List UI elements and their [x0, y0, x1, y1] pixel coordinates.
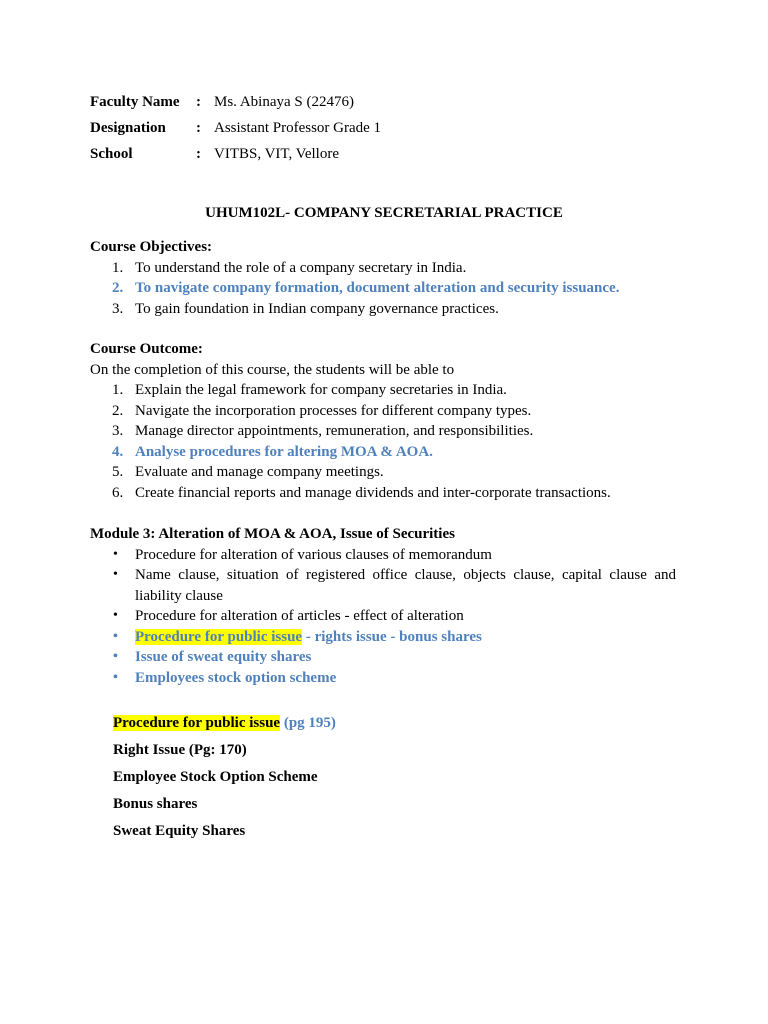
list-item-text: Explain the legal framework for company secretaries in India.: [135, 382, 507, 398]
module-heading: Module 3: Alteration of MOA & AOA, Issue of Securities: [90, 526, 455, 542]
module-3: [90, 524, 676, 688]
list-item: [90, 483, 676, 504]
list-item: [90, 462, 676, 483]
list-item: [90, 647, 676, 668]
list-number: 3.: [112, 300, 124, 317]
list-item-text: Analyse procedures for altering MOA & AOA.: [135, 443, 433, 460]
list-item-text: Procedure for alteration of various clauses of memorandum: [135, 546, 492, 563]
faculty-value: Ms. Abinaya S (22476): [214, 94, 354, 110]
list-number: 3.: [112, 423, 124, 439]
list-item-text: Manage director appointments, remuneration, and responsibilities.: [135, 423, 534, 439]
list-number: 5.: [112, 464, 124, 480]
course-title: UHUM102L- COMPANY SECRETARIAL PRACTICE: [205, 205, 563, 221]
list-item: [90, 627, 676, 648]
list-item: [90, 668, 676, 689]
list-item-text: To gain foundation in Indian company governance practices.: [135, 300, 499, 317]
objectives-heading: Course Objectives:: [90, 239, 213, 255]
list-item: [90, 380, 676, 401]
bullet: •: [113, 649, 118, 664]
list-item-text: Create financial reports and manage dividends and inter-corporate transactions.: [135, 484, 611, 501]
list-number: 2.: [112, 402, 124, 419]
list-number: 1.: [112, 382, 124, 398]
course-objectives: [90, 237, 676, 319]
bullet: •: [113, 608, 118, 623]
list-item-text: To understand the role of a company secretary in India.: [135, 259, 467, 276]
topic-public-issue: [113, 713, 336, 740]
outcome-heading: Course Outcome:: [90, 341, 203, 357]
list-item: [90, 258, 676, 279]
designation-value: Assistant Professor Grade 1: [214, 120, 382, 136]
topic-headings: [113, 713, 336, 848]
list-item: [90, 299, 676, 320]
topic-sweat-equity: Sweat Equity Shares: [113, 823, 246, 839]
list-number: 4.: [112, 443, 124, 460]
list-item: [90, 278, 676, 299]
list-item-text: Procedure for alteration of articles - effect of alteration: [135, 608, 464, 624]
outcome-intro: On the completion of this course, the students will be able to: [90, 361, 455, 378]
list-item: [90, 401, 676, 422]
course-outcome: [90, 339, 676, 503]
separator: :: [196, 146, 201, 162]
bullet: •: [113, 628, 118, 644]
school-label: School: [90, 146, 133, 162]
topic-esos: Employee Stock Option Scheme: [113, 769, 318, 785]
module-topic-list: [90, 545, 676, 689]
bullet: •: [113, 567, 118, 582]
list-item: [90, 442, 676, 463]
list-item-text: Name clause, situation of registered office clause, objects clause, capital clause and liability clause: [135, 567, 676, 604]
objectives-list: [90, 258, 676, 320]
list-item-text: Evaluate and manage company meetings.: [135, 464, 384, 480]
separator: :: [196, 120, 201, 136]
list-item: [90, 606, 676, 627]
list-item: [90, 545, 676, 566]
highlighted-text: Procedure for public issue: [113, 715, 281, 731]
separator: :: [196, 94, 201, 110]
list-item: [90, 421, 676, 442]
faculty-label: Faculty Name: [90, 94, 180, 110]
page-reference: (pg 195): [280, 715, 336, 731]
list-number: 1.: [112, 259, 124, 276]
highlighted-text: Procedure for public issue: [135, 628, 303, 645]
list-item: [90, 565, 676, 606]
topic-right-issue: Right Issue (Pg: 170): [113, 742, 247, 758]
bullet: •: [113, 546, 118, 562]
topic-bonus-shares: Bonus shares: [113, 796, 198, 812]
school-value: VITBS, VIT, Vellore: [214, 146, 339, 162]
list-item-text: To navigate company formation, document alteration and security issuance.: [135, 280, 620, 296]
outcome-list: [90, 380, 676, 503]
list-item-text: Navigate the incorporation processes for different company types.: [135, 402, 532, 419]
list-item-text: Issue of sweat equity shares: [135, 649, 312, 665]
list-item-text: Employees stock option scheme: [135, 669, 337, 686]
list-number: 6.: [112, 484, 124, 501]
list-item-text: - rights issue - bonus shares: [302, 628, 482, 645]
list-number: 2.: [112, 280, 124, 296]
designation-label: Designation: [90, 120, 166, 136]
bullet: •: [113, 669, 118, 685]
